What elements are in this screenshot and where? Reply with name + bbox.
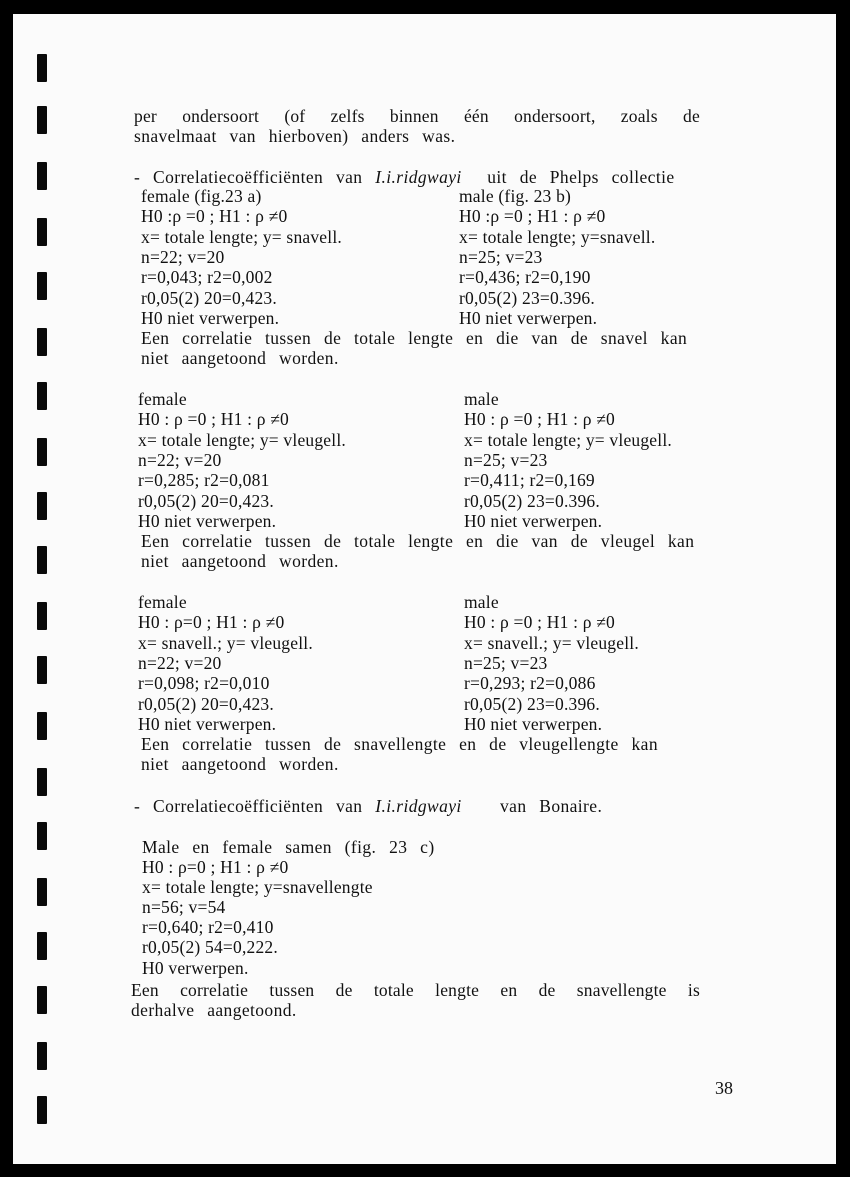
binder-hole: [37, 492, 47, 520]
conclusion-line-1: Een correlatie tussen de totale lengte en die van de vleugel kan: [141, 531, 695, 552]
binder-hole: [37, 986, 47, 1014]
female-hypothesis: H0 : ρ=0 ; H1 : ρ ≠0: [138, 612, 285, 633]
document-page: [13, 14, 836, 1164]
female-decision: H0 niet verwerpen.: [138, 713, 277, 734]
female-n: n=22; v=20: [138, 652, 222, 673]
word: ondersoort: [182, 106, 260, 126]
female-r: r=0,285; r2=0,081: [138, 470, 270, 491]
word: binnen: [389, 106, 439, 126]
binder-hole: [37, 328, 47, 356]
male-n: n=25; v=23: [464, 652, 548, 673]
binder-hole: [37, 162, 47, 190]
male-vars: x= snavell.; y= vleugell.: [464, 632, 639, 653]
binder-hole: [37, 546, 47, 574]
binder-hole: [37, 768, 47, 796]
male-n: n=25; v=23: [459, 246, 543, 267]
male-rcrit: r0,05(2) 23=0.396.: [464, 693, 600, 714]
male-decision: H0 niet verwerpen.: [464, 510, 603, 531]
male-rcrit: r0,05(2) 23=0.396.: [464, 490, 600, 511]
species-name: I.i.ridgwayi: [375, 796, 462, 816]
female-vars: x= snavell.; y= vleugell.: [138, 632, 313, 653]
binder-hole: [37, 1042, 47, 1070]
word: is: [687, 980, 700, 1000]
word: tussen: [269, 980, 315, 1000]
binder-hole: [37, 712, 47, 740]
binder-hole: [37, 932, 47, 960]
female-decision: H0 niet verwerpen.: [141, 307, 280, 328]
word: en: [500, 980, 518, 1000]
male-r: r=0,436; r2=0,190: [459, 267, 591, 288]
female-rcrit: r0,05(2) 20=0,423.: [138, 490, 274, 511]
page-number: 38: [715, 1078, 733, 1098]
binder-hole: [37, 106, 47, 134]
combined-decision: H0 verwerpen.: [142, 958, 249, 978]
male-title: male (fig. 23 b): [459, 186, 572, 206]
conclusion-line-1: [131, 980, 700, 1000]
word: per: [134, 106, 157, 126]
combined-rcrit: r0,05(2) 54=0,222.: [142, 937, 278, 957]
male-title: male: [464, 389, 499, 409]
male-vars: x= totale lengte; y=snavell.: [459, 226, 656, 247]
combined-variables: x= totale lengte; y=snavellengte: [142, 877, 373, 897]
binder-hole: [37, 54, 47, 82]
female-n: n=22; v=20: [138, 449, 222, 470]
binder-hole: [37, 218, 47, 246]
conclusion-line-2: niet aangetoond worden.: [141, 754, 339, 775]
word: (of: [284, 106, 306, 126]
conclusion-line-1: Een correlatie tussen de totale lengte en die van de snavel kan: [141, 328, 688, 349]
species-name: I.i.ridgwayi: [375, 167, 462, 187]
conclusion-line-2: niet aangetoond worden.: [141, 551, 339, 572]
male-r: r=0,411; r2=0,169: [464, 470, 595, 491]
binder-hole: [37, 382, 47, 410]
female-rcrit: r0,05(2) 20=0,423.: [141, 287, 277, 308]
binder-hole: [37, 1096, 47, 1124]
intro-line-2: snavelmaat van hierboven) anders was.: [134, 126, 456, 146]
male-hypothesis: H0 : ρ =0 ; H1 : ρ ≠0: [464, 612, 616, 633]
female-title: female (fig.23 a): [141, 186, 262, 206]
female-rcrit: r0,05(2) 20=0,423.: [138, 693, 274, 714]
combined-n: n=56; v=54: [142, 897, 226, 917]
word: ondersoort,: [514, 106, 596, 126]
binder-hole: [37, 602, 47, 630]
male-r: r=0,293; r2=0,086: [464, 673, 596, 694]
word: één: [463, 106, 489, 126]
female-r: r=0,043; r2=0,002: [141, 267, 273, 288]
word: totale: [373, 980, 414, 1000]
word: lengte: [435, 980, 480, 1000]
male-hypothesis: H0 : ρ =0 ; H1 : ρ ≠0: [464, 409, 616, 430]
word: de: [538, 980, 556, 1000]
intro-line-1: [134, 106, 700, 126]
female-decision: H0 niet verwerpen.: [138, 510, 277, 531]
male-hypothesis: H0 :ρ =0 ; H1 : ρ ≠0: [459, 206, 606, 227]
male-title: male: [464, 592, 499, 612]
binder-hole: [37, 438, 47, 466]
word: correlatie: [180, 980, 249, 1000]
binder-hole: [37, 878, 47, 906]
conclusion-line-2: derhalve aangetoond.: [131, 1000, 297, 1020]
male-n: n=25; v=23: [464, 449, 548, 470]
female-vars: x= totale lengte; y= snavell.: [141, 226, 342, 247]
male-decision: H0 niet verwerpen.: [459, 307, 598, 328]
combined-title: Male en female samen (fig. 23 c): [142, 837, 435, 857]
female-vars: x= totale lengte; y= vleugell.: [138, 429, 346, 450]
male-rcrit: r0,05(2) 23=0.396.: [459, 287, 595, 308]
combined-hypothesis: H0 : ρ=0 ; H1 : ρ ≠0: [142, 857, 289, 877]
word: de: [683, 106, 700, 126]
female-title: female: [138, 592, 187, 612]
binder-hole: [37, 656, 47, 684]
word: de: [335, 980, 353, 1000]
word: snavellengte: [576, 980, 667, 1000]
binder-hole: [37, 272, 47, 300]
conclusion-line-2: niet aangetoond worden.: [141, 348, 339, 369]
male-decision: H0 niet verwerpen.: [464, 713, 603, 734]
word: zoals: [620, 106, 658, 126]
section-heading-bonaire: - Correlatiecoëfficiënten van I.i.ridgwayi van Bonaire.: [134, 796, 603, 816]
female-title: female: [138, 389, 187, 409]
female-hypothesis: H0 :ρ =0 ; H1 : ρ ≠0: [141, 206, 288, 227]
word: Een: [131, 980, 159, 1000]
word: zelfs: [330, 106, 365, 126]
female-hypothesis: H0 : ρ =0 ; H1 : ρ ≠0: [138, 409, 290, 430]
binder-hole: [37, 822, 47, 850]
section-heading-phelps: - Correlatiecoëfficiënten van I.i.ridgwayi uit de Phelps collectie: [134, 167, 675, 187]
conclusion-line-1: Een correlatie tussen de snavellengte en de vleugellengte kan: [141, 734, 658, 755]
male-vars: x= totale lengte; y= vleugell.: [464, 429, 672, 450]
female-r: r=0,098; r2=0,010: [138, 673, 270, 694]
combined-r: r=0,640; r2=0,410: [142, 917, 274, 937]
female-n: n=22; v=20: [141, 246, 225, 267]
